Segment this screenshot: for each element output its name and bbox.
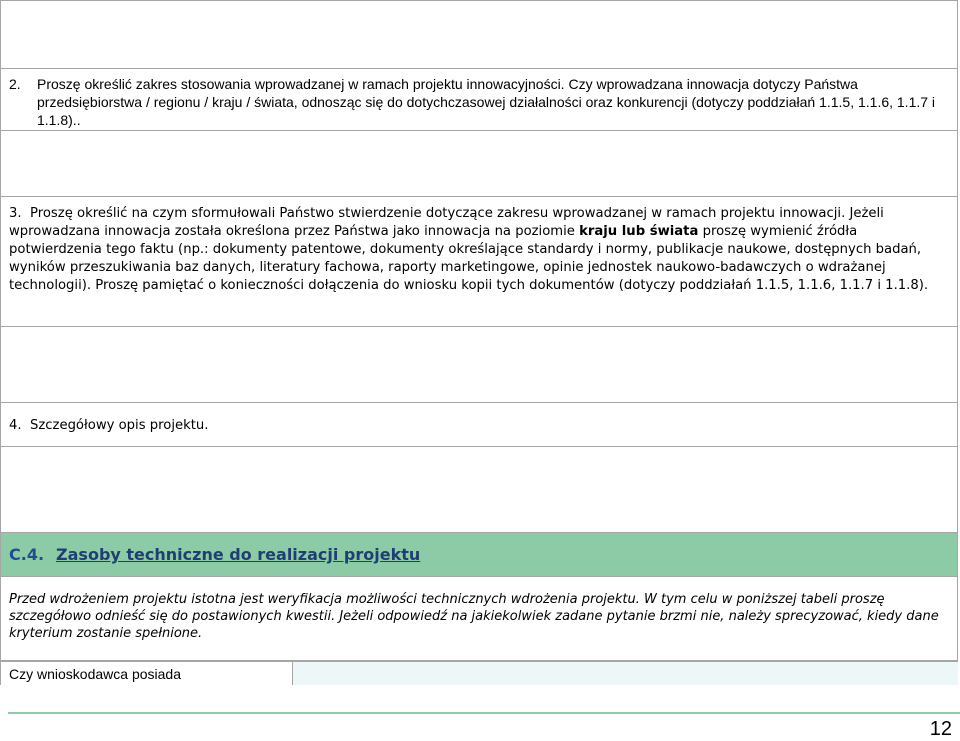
section-title: Zasoby techniczne do realizacji projektu [56, 545, 421, 564]
section-note: Przed wdrożeniem projektu istotna jest weryfikacja możliwości technicznych wdrożenia projektu. W tym celu w poniższej tabeli proszę szczegółowo odnieść się do postawionych kwestii. Jeżeli odpowiedź na jakiekolwiek zadane pytanie brzmi nie, należy sprecyzować, kiedy dane kryterium zostanie spełnione. [0, 577, 958, 661]
question-3-text-part1: Proszę określić na czym sformułowali Państwo stwierdzenie dotyczące zakresu wprowadzanej w ramach projektu innowacji. Jeżeli wprowadzana innowacja została określona przez Państwa jako innowacja na poziomie [9, 206, 884, 239]
question-4-number: 4. [9, 418, 22, 433]
question-4-cell [0, 402, 958, 446]
question-2-cell [0, 68, 958, 130]
answer-box-2[interactable] [0, 130, 958, 196]
row-answer-cell[interactable] [293, 661, 958, 685]
question-3-number: 3. [9, 206, 22, 221]
answer-box-3[interactable] [0, 326, 958, 402]
section-header [0, 532, 958, 577]
answer-box-4[interactable] [0, 446, 958, 532]
question-3-bold: kraju lub świata [579, 224, 699, 239]
question-2-text: Proszę określić zakres stosowania wprowadzanej w ramach projektu innowacyjności. Czy wprowadzana innowacja dotyczy Państwa przedsiębiorstwa / regionu / kraju / świata, odnosząc się do dotychczasowej działalności oraz konkurencji (dotyczy poddziałań 1.1.5, 1.1.6, 1.1.7 i 1.1.8).. [37, 76, 936, 128]
section-code: C.4. [9, 545, 45, 564]
footer-divider [8, 712, 960, 714]
question-3-text-part2: proszę wymienić źródła potwierdzenia tego faktu (np.: dokumenty patentowe, dokumenty określające standardy i normy, publikacje naukowe, dostępnych badań, wyników przeszukiwania baz danych, literatury fachowa, raporty marketingowe, opinie jednostek naukowo-badawczych o wdrażanej technologii). Proszę pamiętać o konieczności dołączenia do wniosku kopii tych dokumentów (dotyczy poddziałań 1.1.5, 1.1.6, 1.1.7 i 1.1.8). [9, 224, 929, 293]
row-label: Czy wnioskodawca posiada [1, 661, 293, 685]
answer-box-1[interactable] [0, 0, 958, 68]
question-3-cell [0, 196, 958, 326]
page-number: 12 [929, 718, 952, 740]
question-4-text: Szczegółowy opis projektu. [29, 418, 209, 433]
question-2-number: 2. [9, 76, 21, 92]
table-row [0, 661, 958, 685]
